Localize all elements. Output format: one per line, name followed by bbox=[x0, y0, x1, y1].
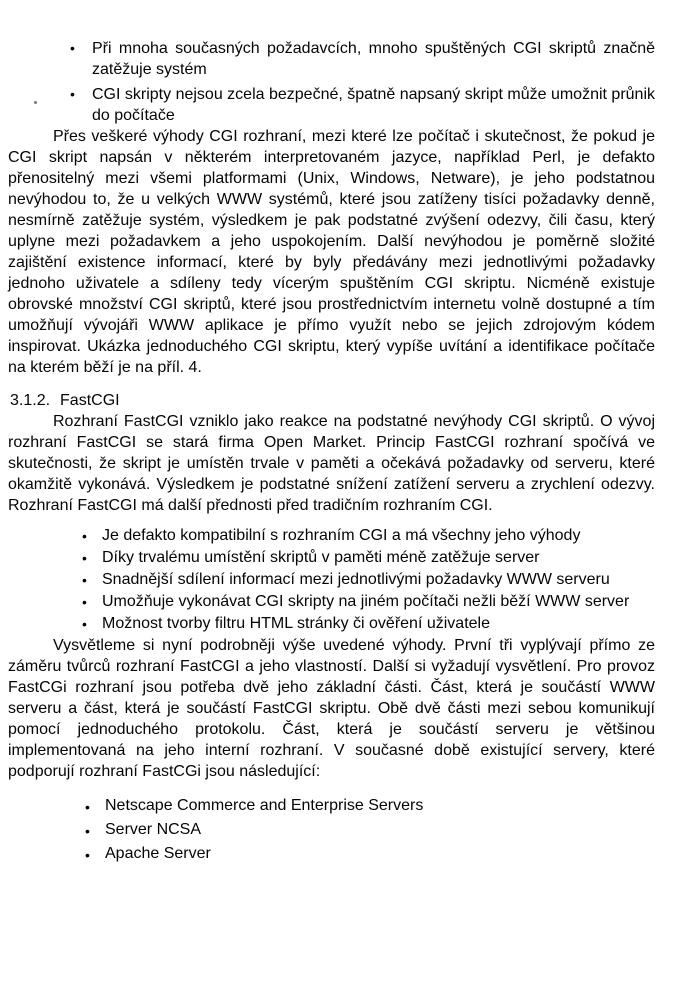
list-item bbox=[85, 818, 655, 842]
section-number: 3.1.2. bbox=[10, 392, 51, 409]
list-item-text: Díky trvalému umístění skriptů v paměti méně zatěžuje server bbox=[102, 549, 540, 566]
bullet-icon: • bbox=[70, 86, 75, 102]
paragraph-fastcgi-intro: Rozhraní FastCGI vzniklo jako reakce na podstatné nevýhody CGI skriptů. O vývoj rozhraní FastCGI se stará firma Open Market. Princip FastCGI rozhraní spočívá ve skutečnosti, že skript je umístěn trvale v paměti a očekává požadavky od serveru, které okamžitě vykonává. Výsledkem je podstatné snížení zatížení serveru a zrychlení odezvy. Rozhraní FastCGI má další přednosti před tradičním rozhraním CGI. bbox=[8, 413, 655, 514]
list-item bbox=[82, 525, 655, 547]
cgi-disadvantage-list bbox=[70, 38, 655, 126]
list-item bbox=[82, 613, 655, 635]
list-item bbox=[82, 547, 655, 569]
paragraph-cgi-disadvantages: Přes veškeré výhody CGI rozhraní, mezi které lze počítač i skutečnost, že pokud je CGI skript napsán v některém interpretovaném jazyce, například Perl, je defakto přenositelný mezi všemi platformami (Unix, Windows, Netware), je jeho podstatnou nevýhodou to, že u velkých WWW systémů, které jsou zatíženy tisíci požadavky denně, nesmírně zatěžuje systém, výsledkem je pak podstatné zvýšení odezvy, čili času, který uplyne mezi požadavkem a jeho uspokojením. Další nevýhodou je poměrně složité zajištění existence informací, které by byly předávány mezi jednotlivými požadavky jednoho uživatele a sdíleny tedy vícerým spuštěním CGI skriptu. Nicméně existuje obrovské množství CGI skriptů, které jsou prostřednictvím internetu volně dostupné a tím umožňují vývojáři WWW aplikace je přímo využít nebo se jejich zdrojovým kódem inspirovat. Ukázka jednoduchého CGI skriptu, který vypíše uvítání a identifikace počítače na kterém běží je na příl. 4. bbox=[8, 128, 655, 376]
list-item bbox=[82, 569, 655, 591]
section-heading bbox=[10, 390, 655, 411]
bullet-icon: • bbox=[85, 823, 90, 839]
bullet-icon: • bbox=[82, 572, 87, 588]
bullet-icon: • bbox=[70, 40, 75, 56]
list-item-text: Apache Server bbox=[105, 845, 211, 862]
scan-speck-dot bbox=[34, 101, 37, 104]
list-item bbox=[82, 591, 655, 613]
list-item-text: Možnost tvorby filtru HTML stránky či ověření uživatele bbox=[102, 615, 490, 632]
bullet-icon: • bbox=[85, 799, 90, 815]
list-item-text: Snadnější sdílení informací mezi jednotlivými požadavky WWW serveru bbox=[102, 571, 610, 588]
bullet-icon: • bbox=[82, 594, 87, 610]
paragraph-fastcgi-explanation: Vysvětleme si nyní podrobněji výše uvedené výhody. První tři vyplývají přímo ze záměru tvůrců rozhraní FastCGI a jeho vlastností. Další si vyžadují vysvětlení. Pro provoz FastCGi rozhraní jsou potřeba dvě jeho základní části. Část, která je součástí WWW serveru a část, která je součástí FastCGI skriptu. Obě dvě části mezi sebou komunikují pomocí jednoduchého protokolu. Část, která je součástí serveru je většinou implementovaná na jeho interní rozhraní. V současné době existující servery, které podporují rozhraní FastCGi jsou následující: bbox=[8, 637, 655, 780]
list-item-text: CGI skripty nejsou zcela bezpečné, špatně napsaný skript může umožnit průnik do počítače bbox=[92, 86, 655, 124]
bullet-icon: • bbox=[85, 847, 90, 863]
fastcgi-server-list bbox=[85, 794, 655, 866]
list-item-text: Server NCSA bbox=[105, 821, 202, 838]
list-item-text: Umožňuje vykonávat CGI skripty na jiném počítači nežli běží WWW server bbox=[102, 593, 630, 610]
list-item-text: Při mnoha současných požadavcích, mnoho spuštěných CGI skriptů značně zatěžuje systém bbox=[92, 40, 655, 78]
list-item bbox=[70, 38, 655, 80]
bullet-icon: • bbox=[82, 550, 87, 566]
list-item bbox=[85, 794, 655, 818]
fastcgi-advantage-list bbox=[82, 525, 655, 635]
section-title: FastCGI bbox=[60, 392, 120, 409]
list-item-text: Netscape Commerce and Enterprise Servers bbox=[105, 797, 424, 814]
bullet-icon: • bbox=[82, 528, 87, 544]
bullet-icon: • bbox=[82, 616, 87, 632]
list-item bbox=[85, 842, 655, 866]
list-item-text: Je defakto kompatibilní s rozhraním CGI a má všechny jeho výhody bbox=[102, 527, 581, 544]
list-item bbox=[70, 84, 655, 126]
